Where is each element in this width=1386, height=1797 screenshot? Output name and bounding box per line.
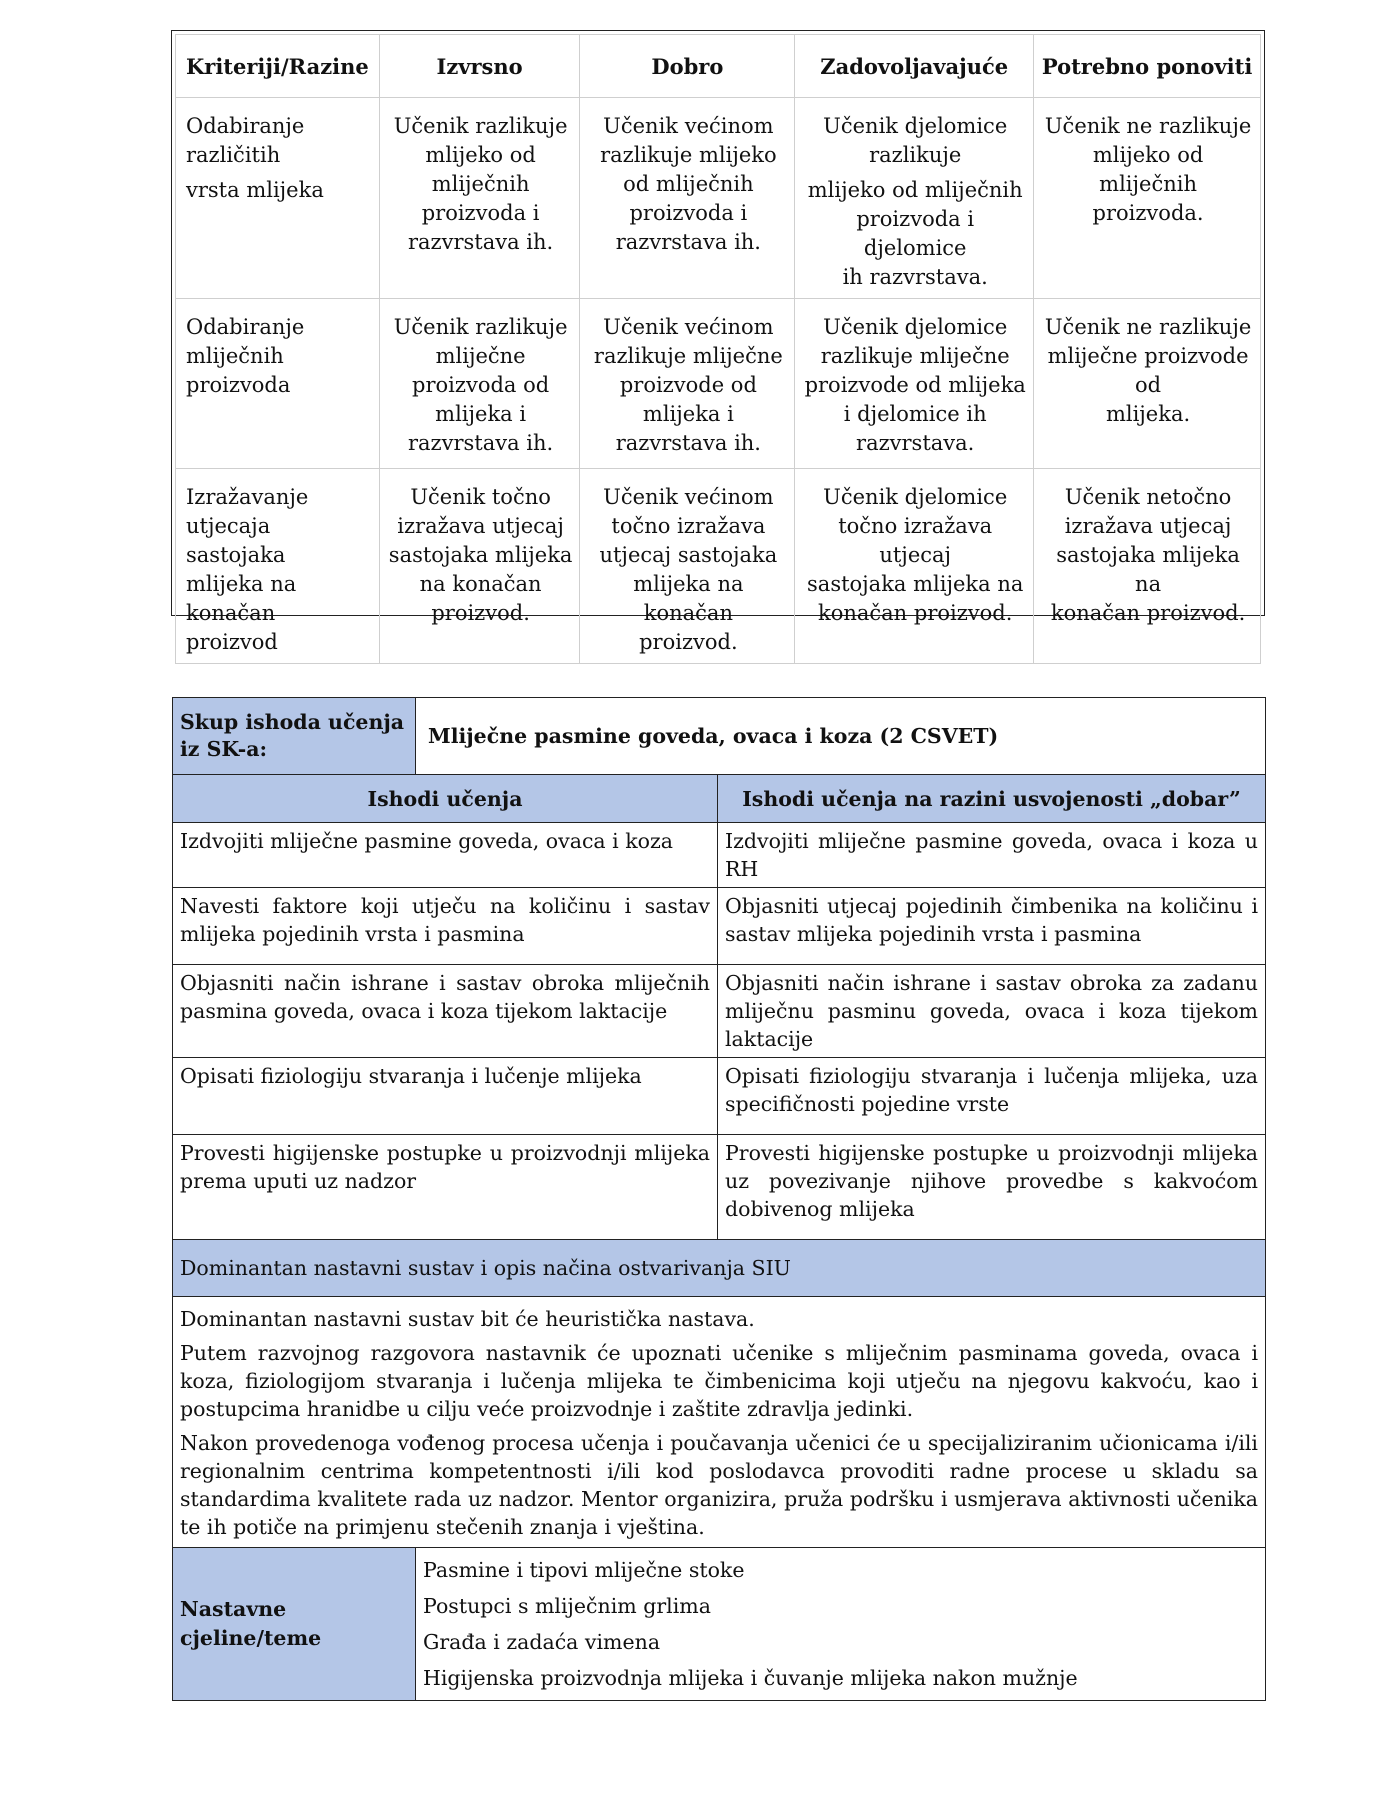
outcomes-header-learning: Ishodi učenja bbox=[173, 775, 718, 823]
learning-outcomes-table bbox=[172, 697, 1266, 1701]
text-line: proizvoda od bbox=[412, 373, 550, 397]
rubric-header-ponoviti: Potrebno ponoviti bbox=[1034, 35, 1261, 98]
text-line: od mliječnih bbox=[623, 172, 754, 196]
rubric-row bbox=[176, 469, 1261, 664]
topics-label: Nastavne cjeline/teme bbox=[173, 1548, 416, 1701]
text-line: proizvoda i bbox=[629, 201, 748, 225]
teaching-system-header-row bbox=[173, 1240, 1266, 1297]
rubric-cell-izvrsno bbox=[379, 299, 580, 469]
rubric-cell-dobro bbox=[580, 299, 795, 469]
teaching-system-header: Dominantan nastavni sustav i opis načina ostvarivanja SIU bbox=[173, 1240, 1266, 1297]
text-line: razlikuje bbox=[869, 143, 962, 167]
text-line: Učenik razlikuje bbox=[393, 315, 568, 339]
rubric-cell-zadovoljavajuce bbox=[795, 299, 1034, 469]
text-line: različitih bbox=[186, 143, 281, 167]
text-line: i djelomice ih bbox=[843, 402, 987, 426]
text-line: na konačan bbox=[419, 572, 542, 596]
text-line: razlikuje mlijeko bbox=[600, 143, 777, 167]
text-line: konačan proizvod. bbox=[817, 601, 1013, 625]
text-line: mlijeka. bbox=[1105, 402, 1191, 426]
text-line: utjecaj sastojaka bbox=[599, 543, 778, 567]
text-line: razvrstava ih. bbox=[615, 230, 761, 254]
topics-list bbox=[416, 1548, 1266, 1701]
teaching-system-paragraph: Nakon provedenoga vođenog procesa učenja i poučavanja učenici će u specijaliziranim učionicama i/ili regionalnim centrima kompetentnosti i/ili kod poslodavca provoditi radne procese u skladu sa standardima kvalitete rada uz nadzor. Mentor organizira, pruža podršku i usmjerava aktivnosti učenika te ih potiče na primjenu stečenih znanja i vještina. bbox=[180, 1431, 1258, 1539]
text-line: izražava utjecaj bbox=[397, 514, 564, 538]
outcome-row bbox=[173, 965, 1266, 1058]
text-line: Učenik ne razlikuje bbox=[1044, 114, 1252, 138]
rubric-cell-dobro bbox=[580, 98, 795, 299]
outcome-set-row bbox=[173, 698, 1266, 775]
text-line: točno izražava utjecaj bbox=[838, 514, 993, 567]
text-line: vrsta mlijeka bbox=[186, 178, 324, 202]
text-line: Učenik većinom bbox=[603, 114, 774, 138]
rubric-cell-ponoviti bbox=[1034, 469, 1261, 664]
text-line: konačan proizvod bbox=[186, 601, 278, 654]
text-line: mliječne bbox=[435, 344, 526, 368]
outcome-row bbox=[173, 1135, 1266, 1240]
text-line: mliječnih bbox=[431, 172, 530, 196]
text-line: utjecaja sastojaka bbox=[186, 514, 286, 567]
rubric-cell-zadovoljavajuce bbox=[795, 469, 1034, 664]
text-line: konačan proizvod. bbox=[1050, 601, 1246, 625]
text-line: Učenik ne razlikuje bbox=[1044, 315, 1252, 339]
rubric-header-row bbox=[176, 35, 1261, 98]
text-line: razvrstava ih. bbox=[407, 230, 554, 254]
text-line: mliječnih bbox=[186, 344, 284, 368]
text-line: sastojaka mlijeka na bbox=[807, 572, 1024, 596]
text-line: Učenik djelomice bbox=[823, 114, 1008, 138]
text-line: Učenik netočno bbox=[1064, 485, 1232, 509]
rubric-cell-ponoviti bbox=[1034, 299, 1261, 469]
rubric-cell-izvrsno bbox=[379, 98, 580, 299]
topic-item: Higijenska proizvodnja mlijeka i čuvanje mlijeka nakon mužnje bbox=[423, 1666, 1078, 1690]
rubric-cell-izvrsno bbox=[379, 469, 580, 664]
outcome-good-text: Objasniti način ishrane i sastav obroka za zadanu mliječnu pasminu goveda, ovaca i koza tijekom laktacije bbox=[718, 965, 1266, 1058]
outcome-text: Navesti faktore koji utječu na količinu i sastav mlijeka pojedinih vrsta i pasmina bbox=[173, 888, 718, 965]
text-line: proizvode od bbox=[619, 373, 757, 397]
text-line: mliječne proizvode od bbox=[1047, 344, 1249, 397]
text-line: točno izražava bbox=[611, 514, 766, 538]
text-line: razvrstava ih. bbox=[407, 431, 554, 455]
topic-item: Građa i zadaća vimena bbox=[423, 1630, 661, 1654]
outcome-good-text: Opisati fiziologiju stvaranja i lučenja mlijeka, uza specifičnosti pojedine vrste bbox=[718, 1058, 1266, 1135]
topic-item: Postupci s mliječnim grlima bbox=[423, 1594, 711, 1618]
outcome-set-title: Mliječne pasmine goveda, ovaca i koza (2 CSVET) bbox=[416, 698, 1266, 775]
text-line: proizvode od mlijeka bbox=[804, 373, 1026, 397]
rubric-header-izvrsno: Izvrsno bbox=[379, 35, 580, 98]
text-line: mlijeka na konačan bbox=[633, 572, 744, 625]
text-line: proizvod. bbox=[639, 630, 738, 654]
teaching-system-row bbox=[173, 1297, 1266, 1548]
rubric-table bbox=[175, 34, 1261, 664]
text-line: ih razvrstava. bbox=[842, 265, 988, 289]
outcome-text: Objasniti način ishrane i sastav obroka mliječnih pasmina goveda, ovaca i koza tijekom laktacije bbox=[173, 965, 718, 1058]
text-line: Učenik većinom bbox=[603, 485, 774, 509]
text-line: proizvoda. bbox=[1092, 201, 1204, 225]
text-line: Odabiranje bbox=[186, 315, 305, 339]
rubric-header-dobro: Dobro bbox=[580, 35, 795, 98]
text-line: Odabiranje bbox=[186, 114, 305, 138]
text-line: Učenik većinom bbox=[603, 315, 774, 339]
text-line: mlijeko od bbox=[425, 143, 536, 167]
text-line: mlijeka na bbox=[186, 572, 297, 596]
outcome-text: Izdvojiti mliječne pasmine goveda, ovaca i koza bbox=[173, 823, 718, 888]
rubric-table-frame bbox=[171, 30, 1265, 654]
text-line: sastojaka mlijeka na bbox=[1056, 543, 1240, 596]
text-line: mlijeko od mliječnih bbox=[807, 178, 1023, 202]
text-line: Učenik djelomice bbox=[823, 485, 1008, 509]
text-line: proizvoda i djelomice bbox=[856, 207, 975, 260]
text-line: razlikuje mliječne bbox=[820, 344, 1010, 368]
outcome-row bbox=[173, 1058, 1266, 1135]
text-line: proizvoda i bbox=[421, 201, 540, 225]
outcome-text: Opisati fiziologiju stvaranja i lučenje mlijeka bbox=[173, 1058, 718, 1135]
text-line: proizvod. bbox=[431, 601, 530, 625]
rubric-row bbox=[176, 299, 1261, 469]
text-line: mlijeko od mliječnih bbox=[1092, 143, 1204, 196]
outcome-row bbox=[173, 888, 1266, 965]
rubric-header-criteria: Kriteriji/Razine bbox=[176, 35, 380, 98]
outcome-good-text: Objasniti utjecaj pojedinih čimbenika na količinu i sastav mlijeka pojedinih vrsta i pasmina bbox=[718, 888, 1266, 965]
rubric-cell-ponoviti bbox=[1034, 98, 1261, 299]
outcome-row bbox=[173, 823, 1266, 888]
rubric-header-zadovoljavajuce: Zadovoljavajuće bbox=[795, 35, 1034, 98]
text-line: proizvoda bbox=[186, 373, 291, 397]
rubric-cell-dobro bbox=[580, 469, 795, 664]
teaching-system-paragraph: Dominantan nastavni sustav bit će heuristička nastava. bbox=[180, 1307, 755, 1331]
rubric-row bbox=[176, 98, 1261, 299]
text-line: mlijeka i bbox=[642, 402, 734, 426]
rubric-criterion bbox=[176, 299, 380, 469]
outcome-good-text: Izdvojiti mliječne pasmine goveda, ovaca i koza u RH bbox=[718, 823, 1266, 888]
text-line: mlijeka i bbox=[435, 402, 527, 426]
text-line: Učenik razlikuje bbox=[393, 114, 568, 138]
outcome-text: Provesti higijenske postupke u proizvodnji mlijeka prema uputi uz nadzor bbox=[173, 1135, 718, 1240]
text-line: sastojaka mlijeka bbox=[388, 543, 573, 567]
topics-row bbox=[173, 1548, 1266, 1701]
topic-item: Pasmine i tipovi mliječne stoke bbox=[423, 1558, 745, 1582]
outcomes-header-row bbox=[173, 775, 1266, 823]
text-line: razlikuje mliječne bbox=[593, 344, 783, 368]
outcome-set-label: Skup ishoda učenja iz SK-a: bbox=[173, 698, 416, 775]
text-line: razvrstava. bbox=[856, 431, 975, 455]
text-line: razvrstava ih. bbox=[615, 431, 761, 455]
rubric-criterion bbox=[176, 469, 380, 664]
outcome-good-text: Provesti higijenske postupke u proizvodnji mlijeka uz povezivanje njihove provedbe s kakvoćom dobivenog mlijeka bbox=[718, 1135, 1266, 1240]
rubric-criterion bbox=[176, 98, 380, 299]
text-line: Učenik djelomice bbox=[823, 315, 1008, 339]
teaching-system-paragraph: Putem razvojnog razgovora nastavnik će upoznati učenike s mliječnim pasminama goveda, ovaca i koza, fiziologijom stvaranja i lučenja mlijeka te čimbenicima koji utječu na njegovu kakvoću, kao i postupcima hranidbe u cilju veće proizvodnje i zaštite zdravlja jedinki. bbox=[180, 1341, 1258, 1421]
text-line: Izražavanje bbox=[186, 485, 309, 509]
text-line: Učenik točno bbox=[410, 485, 551, 509]
text-line: izražava utjecaj bbox=[1064, 514, 1232, 538]
teaching-system-description bbox=[173, 1297, 1266, 1548]
rubric-cell-zadovoljavajuce bbox=[795, 98, 1034, 299]
outcomes-header-good-level: Ishodi učenja na razini usvojenosti „dobar” bbox=[718, 775, 1266, 823]
